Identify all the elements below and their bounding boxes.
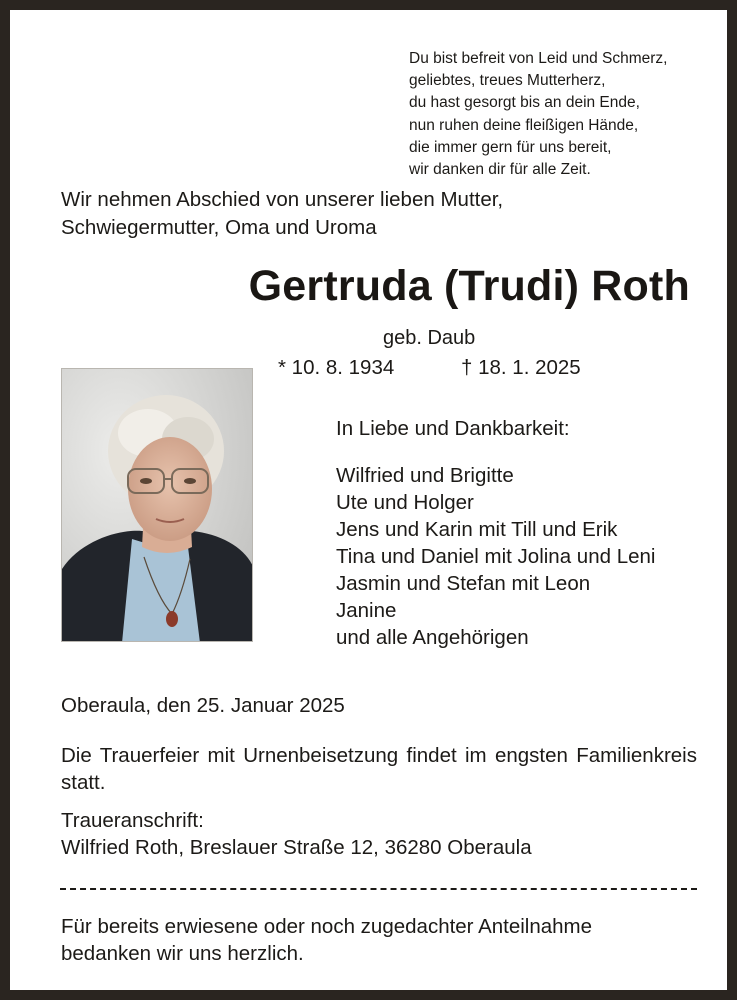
mourner-entry: und alle Angehörigen bbox=[336, 626, 529, 649]
mourner-entry: Janine bbox=[336, 599, 397, 622]
portrait-photo bbox=[61, 368, 253, 642]
mourner-entry: Wilfried und Brigitte bbox=[336, 464, 514, 487]
address-label: Traueranschrift: bbox=[61, 809, 204, 832]
place-and-date: Oberaula, den 25. Januar 2025 bbox=[61, 694, 345, 717]
farewell-intro bbox=[61, 186, 701, 242]
intro-line: Wir nehmen Abschied von unserer lieben Mutter, bbox=[61, 188, 504, 211]
poem bbox=[409, 48, 729, 181]
mourner-entry: Tina und Daniel mit Jolina und Leni bbox=[336, 545, 656, 568]
intro-line: Schwiegermutter, Oma und Uroma bbox=[61, 216, 377, 239]
deceased-name: Gertruda (Trudi) Roth bbox=[248, 262, 690, 310]
mourners-list bbox=[336, 415, 655, 651]
poem-line: nun ruhen deine fleißigen Hände, bbox=[409, 116, 639, 134]
mourners-lead: In Liebe und Dankbarkeit: bbox=[336, 417, 570, 440]
life-dates bbox=[278, 356, 581, 380]
mourner-entry: Ute und Holger bbox=[336, 491, 474, 514]
thanks-line: bedanken wir uns herzlich. bbox=[61, 942, 304, 965]
poem-line: Du bist befreit von Leid und Schmerz, bbox=[409, 50, 668, 67]
mourner-entry: Jasmin und Stefan mit Leon bbox=[336, 572, 591, 595]
mourner-entry: Jens und Karin mit Till und Erik bbox=[336, 518, 618, 541]
poem-line: du hast gesorgt bis an dein Ende, bbox=[409, 94, 640, 112]
ceremony-notice: Die Trauerfeier mit Urnenbeisetzung findet im engsten Familienkreis statt. bbox=[61, 744, 697, 794]
poem-line: die immer gern für uns bereit, bbox=[409, 138, 612, 156]
birth-date: * 10. 8. 1934 bbox=[278, 356, 395, 379]
mourning-address bbox=[61, 807, 532, 861]
poem-line: geliebtes, treues Mutterherz, bbox=[409, 72, 606, 90]
death-date: † 18. 1. 2025 bbox=[461, 356, 581, 379]
thanks-note bbox=[61, 913, 592, 967]
address-value: Wilfried Roth, Breslauer Straße 12, 36280 Oberaula bbox=[61, 836, 532, 859]
thanks-line: Für bereits erwiesene oder noch zugedachter Anteilnahme bbox=[61, 915, 593, 938]
poem-line: wir danken dir für alle Zeit. bbox=[409, 161, 591, 179]
portrait-photo-icon bbox=[62, 369, 253, 642]
birth-name: geb. Daub bbox=[383, 327, 476, 349]
dashed-divider bbox=[60, 888, 697, 890]
